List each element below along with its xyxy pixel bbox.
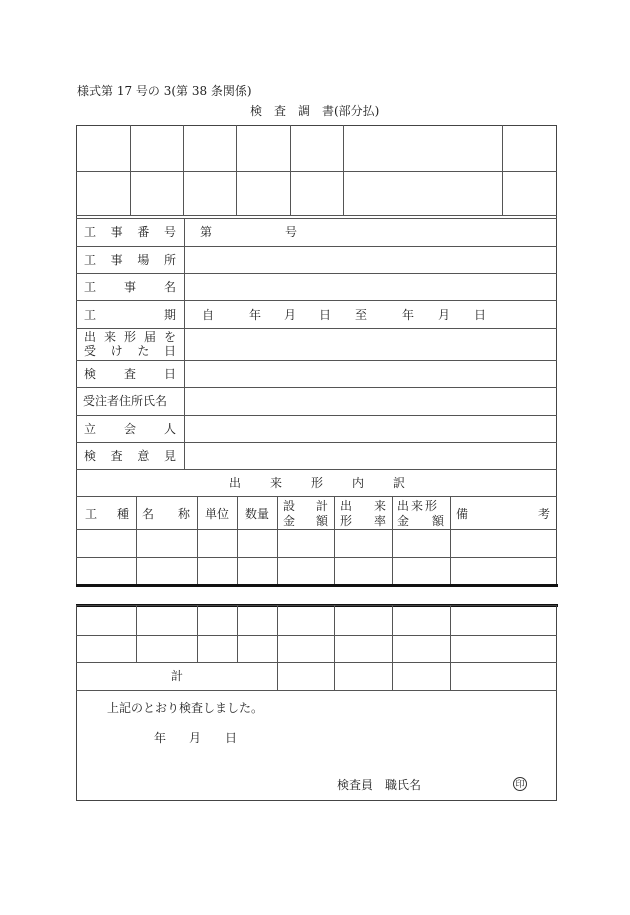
- grid-line: [290, 125, 291, 216]
- koki-day-1: 日: [319, 308, 332, 322]
- footer-year: 年: [154, 731, 167, 745]
- footer-month: 月: [189, 731, 202, 745]
- grid-line: [277, 496, 278, 586]
- grid-line: [450, 496, 451, 586]
- label-kensa-bi: 検 査 日: [84, 367, 176, 381]
- footer-day: 日: [225, 731, 238, 745]
- koki-month-1: 月: [284, 308, 297, 322]
- label-koji-mei: 工 事 名: [84, 280, 176, 294]
- grid-line: [502, 125, 503, 216]
- koki-month-2: 月: [438, 308, 451, 322]
- koji-bango-dai: 第: [200, 225, 213, 239]
- label-koji-basho: 工 事 場 所: [84, 253, 176, 267]
- grid-line: [76, 218, 557, 219]
- header-dekigata-kingaku-1: 出来形: [397, 499, 440, 513]
- header-suryo: 数量: [245, 507, 270, 521]
- form-number: 様式第 17 号の 3(第 38 条関係): [77, 84, 252, 98]
- header-biko: 備 考: [456, 507, 550, 521]
- grid-line: [76, 171, 557, 172]
- label-dekigata-todoke-2: 受 け た 日: [84, 344, 176, 358]
- grid-line: [183, 125, 184, 216]
- document-title: 検 査 調 書(部分払): [250, 104, 380, 118]
- label-dekigata-todoke-1: 出 来 形 届 を: [84, 330, 176, 344]
- grid-line: [392, 496, 393, 586]
- koki-from: 自: [202, 308, 215, 322]
- grid-line: [76, 273, 557, 274]
- header-dekidaka-2: 形 率: [340, 514, 386, 528]
- koki-to: 至: [355, 308, 368, 322]
- label-jutyusha: 受注者住所氏名: [83, 394, 168, 408]
- grid-line: [76, 496, 557, 497]
- grid-line: [76, 215, 557, 216]
- label-koji-bango: 工 事 番 号: [84, 225, 176, 239]
- grid-line: [184, 218, 185, 469]
- total-label: 計: [171, 669, 184, 683]
- header-sekkei-1: 設 計: [283, 499, 328, 513]
- grid-line: [76, 328, 557, 329]
- grid-line: [237, 496, 238, 586]
- grid-line: [136, 605, 137, 662]
- grid-line: [334, 496, 335, 586]
- grid-line: [237, 605, 238, 662]
- grid-line: [76, 529, 557, 530]
- koji-bango-go: 号: [285, 225, 298, 239]
- breakdown-title: 出 来 形 内 訳: [229, 476, 405, 490]
- inspection-statement: 上記のとおり検査しました。: [107, 701, 264, 715]
- grid-line: [136, 496, 137, 586]
- grid-line: [130, 125, 131, 216]
- grid-line: [76, 635, 557, 636]
- label-tachiai: 立 会 人: [84, 422, 176, 436]
- grid-line: [76, 300, 557, 301]
- grid-line: [76, 387, 557, 388]
- grid-line: [277, 605, 278, 690]
- grid-line: [197, 605, 198, 662]
- grid-line: [343, 125, 344, 216]
- grid-line: [76, 360, 557, 361]
- grid-line: [76, 690, 557, 691]
- grid-line: [76, 442, 557, 443]
- grid-line: [392, 605, 393, 690]
- header-dekigata-kingaku-2: 金 額: [397, 514, 444, 528]
- grid-line: [236, 125, 237, 216]
- break-line-top: [76, 584, 558, 587]
- seal-icon: 印: [513, 777, 527, 791]
- koki-year-2: 年: [402, 308, 415, 322]
- label-kensa-iken: 検 査 意 見: [84, 449, 176, 463]
- grid-line: [76, 469, 557, 470]
- header-tani: 単位: [205, 507, 230, 521]
- header-sekkei-2: 金 額: [283, 514, 328, 528]
- grid-line: [76, 415, 557, 416]
- inspector-label: 検査員 職氏名: [337, 778, 422, 792]
- grid-line: [334, 605, 335, 690]
- grid-line: [197, 496, 198, 586]
- label-koki: 工 期: [84, 308, 176, 322]
- header-dekidaka-1: 出 来: [340, 499, 386, 513]
- header-koshu: 工 種: [85, 507, 129, 521]
- koki-year-1: 年: [249, 308, 262, 322]
- grid-line: [450, 605, 451, 690]
- koki-day-2: 日: [474, 308, 487, 322]
- grid-line: [76, 557, 557, 558]
- grid-line: [76, 662, 557, 663]
- grid-line: [76, 246, 557, 247]
- header-meisho: 名 称: [142, 507, 190, 521]
